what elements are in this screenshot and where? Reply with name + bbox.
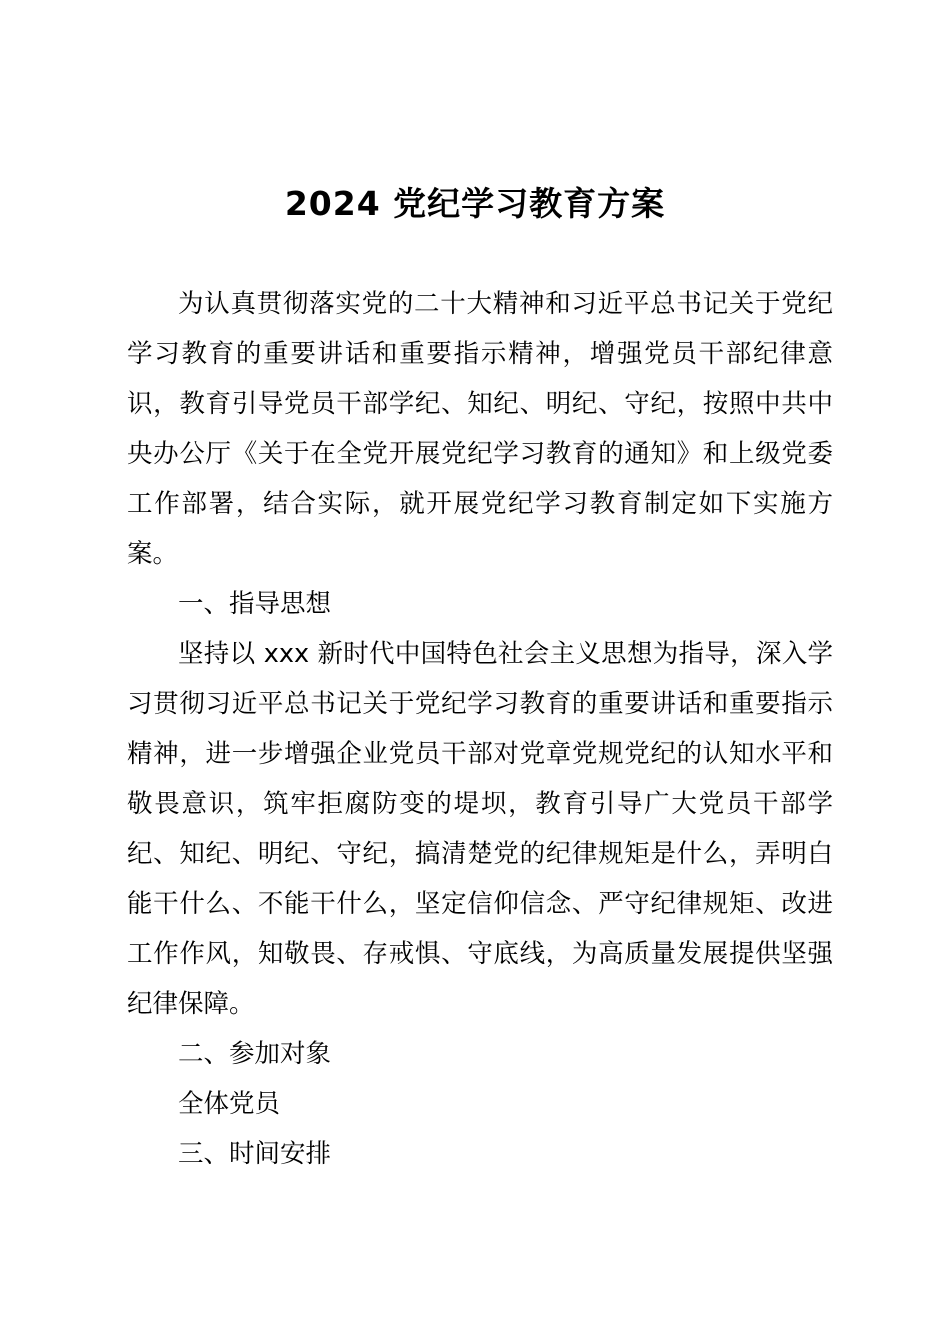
guiding-ideology-paragraph: 坚持以 xxx 新时代中国特色社会主义思想为指导，深入学习贯彻习近平总书记关于党纪学习教育的重要讲话和重要指示精神，进一步增强企业党员干部对党章党规党纪的认知水平和敬畏意识，筑牢拒腐防变的堤坝，教育引导广大党员干部学纪、知纪、明纪、守纪，搞清楚党的纪律规矩是什么，弄明白能干什么、不能干什么，坚定信仰信念、严守纪律规矩、改进工作作风，知敬畏、存戒惧、守底线，为高质量发展提供坚强纪律保障。 [127,639,833,1019]
section-heading-participants: 二、参加对象 [178,1039,332,1069]
participants-paragraph: 全体党员 [178,1089,281,1119]
document-title: 2024 党纪学习教育方案 [284,184,666,223]
section-heading-guiding-ideology: 一、指导思想 [178,589,332,619]
intro-paragraph: 为认真贯彻落实党的二十大精神和习近平总书记关于党纪学习教育的重要讲话和重要指示精神，增强党员干部纪律意识，教育引导党员干部学纪、知纪、明纪、守纪，按照中共中央办公厅《关于在全党开展党纪学习教育的通知》和上级党委工作部署，结合实际，就开展党纪学习教育制定如下实施方案。 [127,289,833,569]
document-body [127,279,833,1179]
section-heading-schedule: 三、时间安排 [178,1139,332,1169]
